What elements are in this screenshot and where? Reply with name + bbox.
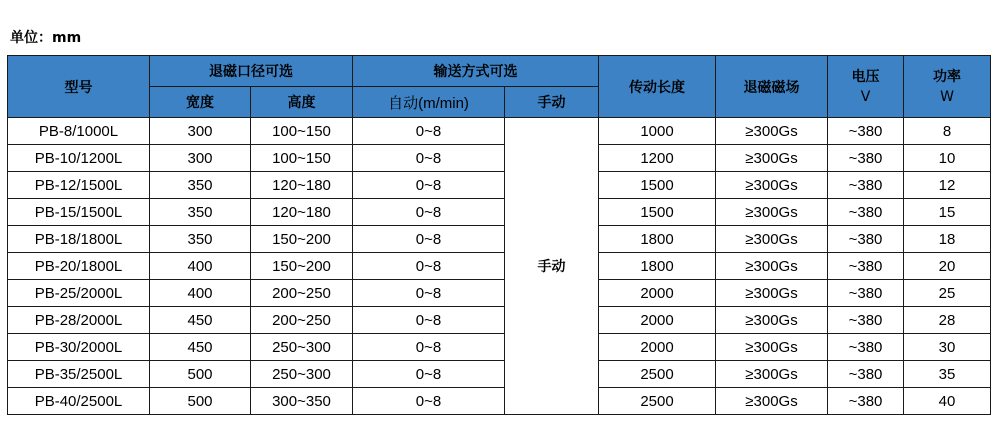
- cell-length: 1800: [599, 253, 716, 280]
- cell-auto: 0~8: [353, 226, 505, 253]
- cell-model: PB-25/2000L: [8, 280, 150, 307]
- cell-power: 25: [904, 280, 991, 307]
- cell-length: 2000: [599, 280, 716, 307]
- cell-length: 1500: [599, 172, 716, 199]
- cell-model: PB-40/2500L: [8, 388, 150, 415]
- cell-height: 250~300: [251, 361, 353, 388]
- cell-voltage: ~380: [828, 253, 904, 280]
- cell-width: 300: [150, 118, 251, 145]
- header-conveying-group: 输送方式可选: [353, 56, 599, 87]
- cell-model: PB-18/1800L: [8, 226, 150, 253]
- cell-width: 350: [150, 199, 251, 226]
- cell-manual-merged: 手动: [505, 118, 599, 415]
- header-power: [904, 56, 991, 118]
- table-row: [8, 145, 991, 172]
- table-row: [8, 280, 991, 307]
- cell-field: ≥300Gs: [716, 253, 828, 280]
- cell-model: PB-12/1500L: [8, 172, 150, 199]
- cell-field: ≥300Gs: [716, 334, 828, 361]
- cell-length: 1200: [599, 145, 716, 172]
- cell-height: 300~350: [251, 388, 353, 415]
- cell-width: 400: [150, 280, 251, 307]
- cell-auto: 0~8: [353, 253, 505, 280]
- header-height: 高度: [251, 87, 353, 118]
- cell-power: 30: [904, 334, 991, 361]
- cell-width: 400: [150, 253, 251, 280]
- cell-power: 28: [904, 307, 991, 334]
- cell-width: 500: [150, 361, 251, 388]
- cell-width: 450: [150, 334, 251, 361]
- cell-field: ≥300Gs: [716, 280, 828, 307]
- header-model: 型号: [8, 56, 150, 118]
- header-auto: 自动(m/min): [353, 87, 505, 118]
- cell-voltage: ~380: [828, 334, 904, 361]
- table-row: [8, 172, 991, 199]
- cell-voltage: ~380: [828, 280, 904, 307]
- cell-power: 10: [904, 145, 991, 172]
- table-row: [8, 118, 991, 145]
- cell-field: ≥300Gs: [716, 307, 828, 334]
- header-voltage-unit: V: [860, 88, 871, 105]
- cell-model: PB-15/1500L: [8, 199, 150, 226]
- header-manual: 手动: [505, 87, 599, 118]
- cell-height: 100~150: [251, 118, 353, 145]
- cell-voltage: ~380: [828, 388, 904, 415]
- cell-voltage: ~380: [828, 307, 904, 334]
- cell-height: 150~200: [251, 253, 353, 280]
- cell-voltage: ~380: [828, 199, 904, 226]
- header-voltage: [828, 56, 904, 118]
- cell-length: 2500: [599, 388, 716, 415]
- cell-auto: 0~8: [353, 334, 505, 361]
- cell-width: 500: [150, 388, 251, 415]
- table-row: [8, 388, 991, 415]
- cell-height: 200~250: [251, 280, 353, 307]
- cell-length: 1500: [599, 199, 716, 226]
- cell-height: 120~180: [251, 172, 353, 199]
- cell-auto: 0~8: [353, 361, 505, 388]
- cell-power: 35: [904, 361, 991, 388]
- cell-power: 20: [904, 253, 991, 280]
- header-voltage-label: 电压: [851, 68, 880, 85]
- cell-power: 18: [904, 226, 991, 253]
- cell-voltage: ~380: [828, 361, 904, 388]
- cell-width: 300: [150, 145, 251, 172]
- cell-height: 120~180: [251, 199, 353, 226]
- header-power-unit: W: [940, 88, 954, 105]
- cell-length: 2000: [599, 307, 716, 334]
- header-power-label: 功率: [933, 68, 961, 85]
- cell-voltage: ~380: [828, 118, 904, 145]
- table-row: [8, 226, 991, 253]
- cell-height: 100~150: [251, 145, 353, 172]
- cell-model: PB-28/2000L: [8, 307, 150, 334]
- cell-length: 2000: [599, 334, 716, 361]
- table-row: [8, 253, 991, 280]
- cell-power: 12: [904, 172, 991, 199]
- cell-model: PB-35/2500L: [8, 361, 150, 388]
- cell-height: 150~200: [251, 226, 353, 253]
- table-row: [8, 199, 991, 226]
- cell-auto: 0~8: [353, 199, 505, 226]
- cell-field: ≥300Gs: [716, 388, 828, 415]
- cell-length: 1800: [599, 226, 716, 253]
- spec-table: [7, 55, 991, 415]
- table-row: [8, 307, 991, 334]
- cell-field: ≥300Gs: [716, 361, 828, 388]
- cell-voltage: ~380: [828, 226, 904, 253]
- cell-power: 40: [904, 388, 991, 415]
- cell-field: ≥300Gs: [716, 145, 828, 172]
- cell-height: 200~250: [251, 307, 353, 334]
- cell-field: ≥300Gs: [716, 199, 828, 226]
- cell-auto: 0~8: [353, 307, 505, 334]
- cell-model: PB-8/1000L: [8, 118, 150, 145]
- cell-auto: 0~8: [353, 118, 505, 145]
- unit-label: 单位：mm: [10, 30, 82, 46]
- header-row-1: [8, 56, 991, 87]
- cell-width: 350: [150, 226, 251, 253]
- cell-length: 1000: [599, 118, 716, 145]
- cell-model: PB-20/1800L: [8, 253, 150, 280]
- cell-voltage: ~380: [828, 145, 904, 172]
- cell-model: PB-30/2000L: [8, 334, 150, 361]
- cell-field: ≥300Gs: [716, 172, 828, 199]
- cell-auto: 0~8: [353, 172, 505, 199]
- header-field: 退磁磁场: [716, 56, 828, 118]
- cell-field: ≥300Gs: [716, 226, 828, 253]
- spec-table-body: [8, 118, 991, 415]
- table-row: [8, 334, 991, 361]
- cell-power: 15: [904, 199, 991, 226]
- cell-field: ≥300Gs: [716, 118, 828, 145]
- cell-voltage: ~380: [828, 172, 904, 199]
- header-width: 宽度: [150, 87, 251, 118]
- cell-auto: 0~8: [353, 388, 505, 415]
- cell-power: 8: [904, 118, 991, 145]
- cell-auto: 0~8: [353, 145, 505, 172]
- cell-model: PB-10/1200L: [8, 145, 150, 172]
- cell-width: 350: [150, 172, 251, 199]
- cell-auto: 0~8: [353, 280, 505, 307]
- cell-width: 450: [150, 307, 251, 334]
- header-drive-length: 传动长度: [599, 56, 716, 118]
- cell-height: 250~300: [251, 334, 353, 361]
- table-row: [8, 361, 991, 388]
- cell-length: 2500: [599, 361, 716, 388]
- header-opening-group: 退磁口径可选: [150, 56, 353, 87]
